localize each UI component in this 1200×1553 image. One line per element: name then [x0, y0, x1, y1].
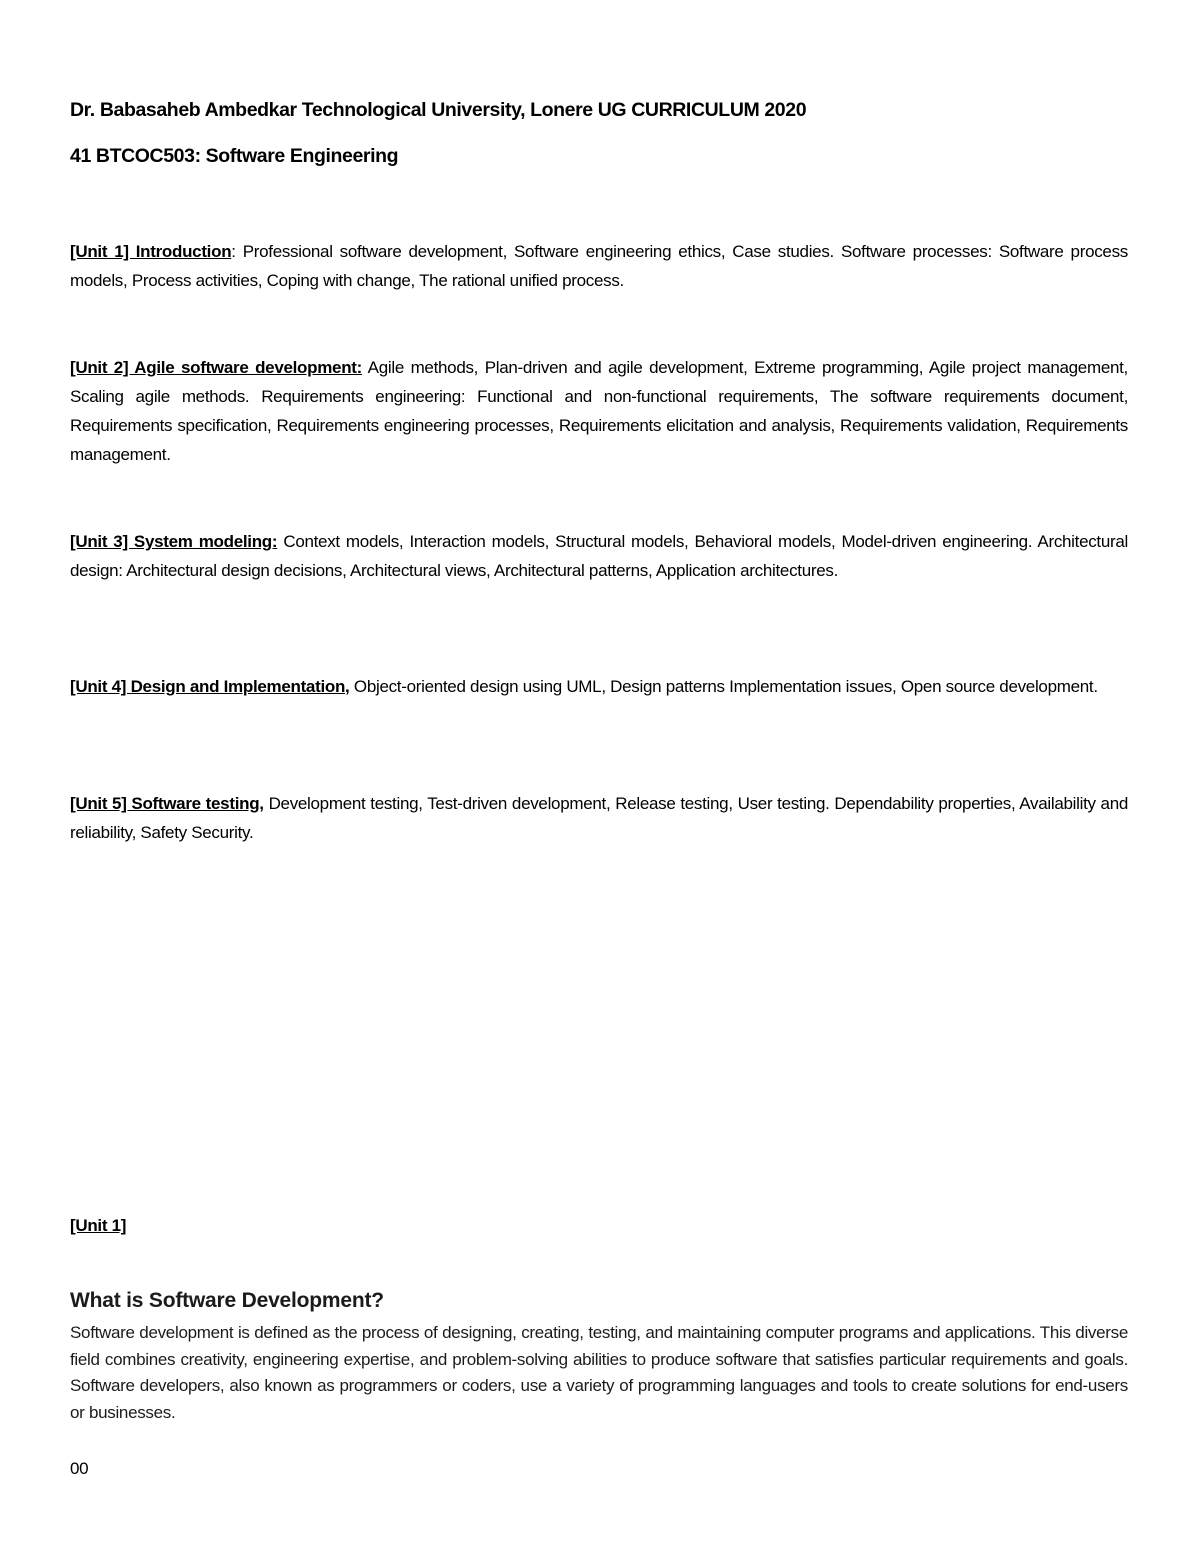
unit-5-title: [Unit 5] Software testing, — [70, 794, 264, 813]
unit-2-body: Agile methods, Plan-driven and agile development, Extreme programming, Agile project management, Scaling agile methods. Requirements engineering: Functional and non-functional requirements, The software requirements document, Requirements specification, Requirements engineering processes, Requirements elicitation and analysis, Requirements validation, Requirements management. — [70, 358, 1128, 464]
unit-5-body: Development testing, Test-driven development, Release testing, User testing. Dependability properties, Availability and reliability, Safety Security. — [70, 794, 1129, 842]
unit-3-body: Context models, Interaction models, Structural models, Behavioral models, Model-driven engineering. Architectural design: Architectural design decisions, Architectural views, Architectural patterns, Application architectures. — [70, 532, 1129, 580]
course-heading: 41 BTCOC503: Software Engineering — [70, 145, 399, 167]
section-heading: What is Software Development? — [70, 1289, 384, 1312]
unit-1-title: [Unit 1] Introduction — [70, 242, 232, 261]
unit-1-paragraph — [70, 237, 1128, 295]
unit-4-paragraph — [70, 672, 1128, 701]
university-heading: Dr. Babasaheb Ambedkar Technological University, Lonere UG CURRICULUM 2020 — [70, 99, 807, 121]
unit-4-body: Object-oriented design using UML, Design patterns Implementation issues, Open source development. — [349, 677, 1098, 696]
unit-5-paragraph — [70, 789, 1128, 847]
unit-4-title: [Unit 4] Design and Implementation, — [70, 677, 350, 696]
page-number: 00 — [70, 1459, 89, 1478]
unit-3-paragraph — [70, 527, 1128, 585]
unit-1-separator: : — [231, 242, 236, 261]
section-body: Software development is defined as the process of designing, creating, testing, and maintaining computer programs and applications. This diverse field combines creativity, engineering expertise, and problem-solving abilities to produce software that satisfies particular requirements and goals. Software developers, also known as programmers or coders, use a variety of programming languages and tools to create solutions for end-users or businesses. — [70, 1323, 1128, 1422]
unit-3-title: [Unit 3] System modeling: — [70, 532, 278, 551]
unit-2-title: [Unit 2] Agile software development: — [70, 358, 362, 377]
unit-1-body: Professional software development, Software engineering ethics, Case studies. Software processes: Software process models, Process activities, Coping with change, The rational unified process. — [70, 242, 1128, 290]
unit-1-label: [Unit 1] — [70, 1216, 127, 1235]
unit-2-paragraph — [70, 353, 1128, 469]
